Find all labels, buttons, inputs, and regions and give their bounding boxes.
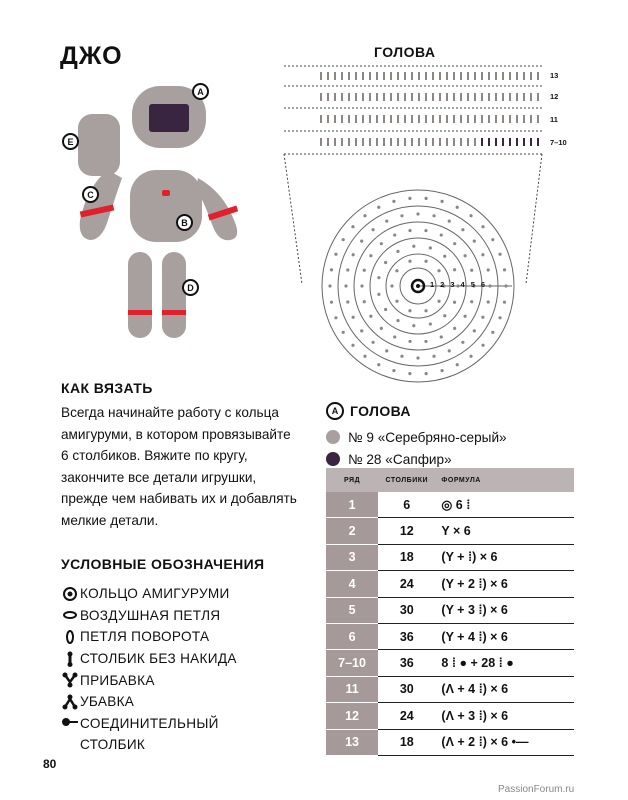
- table-cell-row: 7–10: [326, 650, 378, 676]
- table-cell-stitches: 24: [378, 571, 435, 597]
- legend-item: КОЛЬЦО АМИГУРУМИ: [60, 583, 250, 605]
- table-cell-row: 3: [326, 544, 378, 570]
- table-cell-row: 12: [326, 703, 378, 729]
- round-numbers: [430, 280, 485, 289]
- round-5: 5: [470, 280, 475, 289]
- round-2: 2: [440, 280, 445, 289]
- legend-item: ПЕТЛЯ ПОВОРОТА: [60, 626, 250, 648]
- round-1: 1: [430, 280, 435, 289]
- label-e: E: [62, 133, 79, 150]
- turning-loop-icon: [60, 629, 80, 645]
- header-stitches: СТОЛБИКИ: [378, 468, 435, 492]
- table-row: [326, 597, 574, 623]
- table-row: [326, 623, 574, 649]
- chain-icon: [60, 610, 80, 620]
- decrease-icon: [60, 694, 80, 710]
- table-cell-stitches: 18: [378, 544, 435, 570]
- table-cell-row: 6: [326, 623, 378, 649]
- table-row: [326, 729, 574, 755]
- figure-backpack: [78, 114, 120, 176]
- table-cell-formula: (Y + ⁞) × 6: [435, 544, 574, 570]
- table-cell-stitches: 12: [378, 518, 435, 544]
- figure-left-arm: [80, 170, 122, 240]
- table-cell-formula: 8 ⁞ ● + 28 ⁞ ●: [435, 650, 574, 676]
- table-row: [326, 703, 574, 729]
- table-cell-row: 13: [326, 729, 378, 755]
- table-row: [326, 650, 574, 676]
- part-heading: [326, 402, 411, 420]
- table-row: [326, 544, 574, 570]
- row-label-11: 11: [550, 115, 558, 124]
- single-crochet-icon: [60, 651, 80, 667]
- rows-table: [326, 468, 574, 756]
- how-to-text: Всегда начинайте работу с кольца амигуруми, в котором провязывайте 6 столбиков. Вяжите по кругу, закончите все детали игрушки, прежде чем набивать их и добавлять мелкие детали.: [61, 405, 297, 528]
- yarn-item: № 9 «Серебряно-серый»: [326, 426, 507, 448]
- table-cell-stitches: 36: [378, 623, 435, 649]
- page-number: 80: [43, 757, 57, 771]
- yarn-item: № 28 «Сапфир»: [326, 448, 507, 470]
- crochet-diagram: [280, 58, 570, 388]
- increase-icon: [60, 672, 80, 688]
- table-cell-formula: ◎ 6 ⁞: [435, 492, 574, 518]
- yarn-list: [326, 426, 507, 470]
- legend-item: ВОЗДУШНАЯ ПЕТЛЯ: [60, 605, 250, 627]
- table-cell-formula: (Y + 3 ⁞) × 6: [435, 597, 574, 623]
- table-cell-stitches: 30: [378, 597, 435, 623]
- yarn-swatch: [326, 452, 340, 466]
- watermark: PassionForum.ru: [498, 784, 575, 795]
- figure-right-leg: [162, 252, 186, 338]
- label-b: B: [176, 214, 193, 231]
- label-c: C: [82, 186, 99, 203]
- table-cell-formula: Y × 6: [435, 518, 574, 544]
- table-row: [326, 518, 574, 544]
- figure-left-leg: [128, 252, 152, 338]
- table-cell-row: 1: [326, 492, 378, 518]
- round-4: 4: [460, 280, 465, 289]
- legend-heading: УСЛОВНЫЕ ОБОЗНАЧЕНИЯ: [61, 556, 265, 572]
- part-letter: A: [326, 402, 344, 420]
- row-label-7-10: 7–10: [550, 138, 567, 147]
- legend-item: ПРИБАВКА: [60, 669, 250, 691]
- legend-list: [60, 583, 250, 756]
- header-formula: ФОРМУЛА: [435, 468, 574, 492]
- table-cell-formula: (Y + 2 ⁞) × 6: [435, 571, 574, 597]
- yarn-swatch: [326, 430, 340, 444]
- table-cell-stitches: 24: [378, 703, 435, 729]
- round-3: 3: [450, 280, 455, 289]
- table-cell-formula: (Λ + 3 ⁞) × 6: [435, 703, 574, 729]
- part-title: ГОЛОВА: [350, 403, 411, 419]
- slip-stitch-icon: [60, 717, 80, 727]
- table-cell-stitches: 18: [378, 729, 435, 755]
- table-cell-row: 5: [326, 597, 378, 623]
- legend-item: СТОЛБИК БЕЗ НАКИДА: [60, 648, 250, 670]
- label-d: D: [182, 279, 199, 296]
- toy-figure: [58, 80, 248, 350]
- table-cell-stitches: 36: [378, 650, 435, 676]
- table-cell-row: 11: [326, 676, 378, 702]
- table-cell-stitches: 30: [378, 676, 435, 702]
- diagram-title: ГОЛОВА: [374, 44, 436, 60]
- table-cell-formula: (Y + 4 ⁞) × 6: [435, 623, 574, 649]
- table-row: [326, 676, 574, 702]
- row-label-12: 12: [550, 92, 559, 101]
- page-title: ДЖО: [60, 42, 123, 70]
- magic-ring-icon: [60, 586, 80, 602]
- round-6: 6: [480, 280, 486, 289]
- how-to-heading: КАК ВЯЗАТЬ: [61, 380, 153, 396]
- table-cell-row: 2: [326, 518, 378, 544]
- table-cell-stitches: 6: [378, 492, 435, 518]
- legend-item: УБАВКА: [60, 691, 250, 713]
- table-row: [326, 492, 574, 518]
- label-a: A: [192, 83, 209, 100]
- table-cell-formula: (Λ + 4 ⁞) × 6: [435, 676, 574, 702]
- table-cell-row: 4: [326, 571, 378, 597]
- row-label-13: 13: [550, 71, 559, 80]
- legend-item: СОЕДИНИТЕЛЬНЫЙ СТОЛБИК: [60, 713, 250, 756]
- figure-body: [130, 170, 202, 242]
- figure-visor: [149, 104, 189, 132]
- table-cell-formula: (Λ + 2 ⁞) × 6 •—: [435, 729, 574, 755]
- header-row: РЯД: [326, 468, 378, 492]
- table-row: [326, 571, 574, 597]
